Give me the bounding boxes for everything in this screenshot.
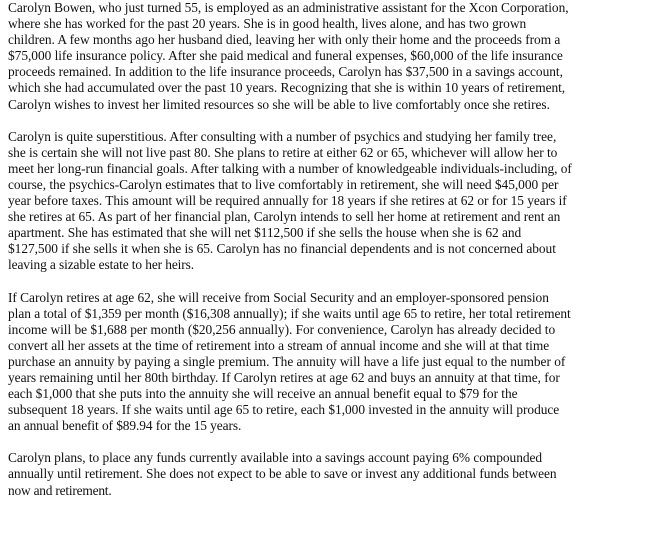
text-line: Carolyn is quite superstitious. After consulting with a number of psychics and studying her family tree, xyxy=(8,128,557,144)
text-line: $75,000 life insurance policy. After she paid medical and funeral expenses, $60,000 of the life insurance xyxy=(8,48,563,64)
document-body xyxy=(8,0,644,499)
text-line: which she had accumulated over the past 10 years. Recognizing that she is within 10 years of retirement, xyxy=(8,80,566,96)
paragraph-background xyxy=(8,0,644,113)
text-line: leaving a sizable estate to her heirs. xyxy=(8,257,194,273)
text-line: apartment. She has estimated that she will net $112,500 if she sells the house when she is 62 and xyxy=(8,225,522,241)
text-line: Carolyn Bowen, who just turned 55, is employed as an administrative assistant for the Xcon Corporation, xyxy=(8,0,569,15)
text-line: If Carolyn retires at age 62, she will receive from Social Security and an employer-sponsored pension xyxy=(8,289,549,305)
text-line: each $1,000 that she puts into the annuity she will receive an annual benefit equal to $79 for the xyxy=(8,386,518,402)
text-line: income will be $1,688 per month ($20,256 annually). For convenience, Carolyn has already decided to xyxy=(8,321,556,337)
text-line: where she has worked for the past 20 years. She is in good health, lives alone, and has two grown xyxy=(8,16,527,32)
text-line: course, the psychics-Carolyn estimates that to live comfortably in retirement, she will need $45,000 per xyxy=(8,176,559,192)
paragraph-savings-plan xyxy=(8,450,644,498)
text-line: plan a total of $1,359 per month ($16,308 annually); if she waits until age 65 to retire, her total retirement xyxy=(8,305,571,321)
text-line: annually until retirement. She does not expect to be able to save or invest any additional funds between xyxy=(8,466,557,482)
text-line: now and retirement. xyxy=(8,482,112,498)
text-line: years remaining until her 80th birthday. If Carolyn retires at age 62 and buys an annuity at that time, for xyxy=(8,369,560,385)
text-line: meet her long-run financial goals. After talking with a number of knowledgeable individuals-including, of xyxy=(8,160,572,176)
paragraph-retirement-goals xyxy=(8,129,644,274)
text-line: $127,500 if she sells it when she is 65. Carolyn has no financial dependents and is not concerned about xyxy=(8,241,556,257)
text-line: year before taxes. This amount will be required annually for 18 years if she retires at 62 or for 15 years if xyxy=(8,193,567,209)
text-line: Carolyn wishes to invest her limited resources so she will be able to live comfortably once she retires. xyxy=(8,96,550,112)
text-line: an annual benefit of $89.94 for the 15 years. xyxy=(8,418,242,434)
text-line: children. A few months ago her husband died, leaving her with only their home and the proceeds from a xyxy=(8,32,561,48)
text-line: convert all her assets at the time of retirement into a stream of annual income and she will at that time xyxy=(8,337,550,353)
text-line: subsequent 18 years. If she waits until age 65 to retire, each $1,000 invested in the annuity will produce xyxy=(8,402,560,418)
text-line: proceeds remained. In addition to the life insurance proceeds, Carolyn has $37,500 in a savings account, xyxy=(8,64,563,80)
text-line: purchase an annuity by paying a single premium. The annuity will have a life just equal to the number of xyxy=(8,353,566,369)
text-line: Carolyn plans, to place any funds currently available into a savings account paying 6% compounded xyxy=(8,450,543,466)
text-line: she retires at 65. As part of her financial plan, Carolyn intends to sell her home at retirement and rent an xyxy=(8,209,561,225)
text-line: she is certain she will not live past 80. She plans to retire at either 62 or 65, whichever will allow her to xyxy=(8,144,558,160)
paragraph-retirement-income xyxy=(8,290,644,435)
